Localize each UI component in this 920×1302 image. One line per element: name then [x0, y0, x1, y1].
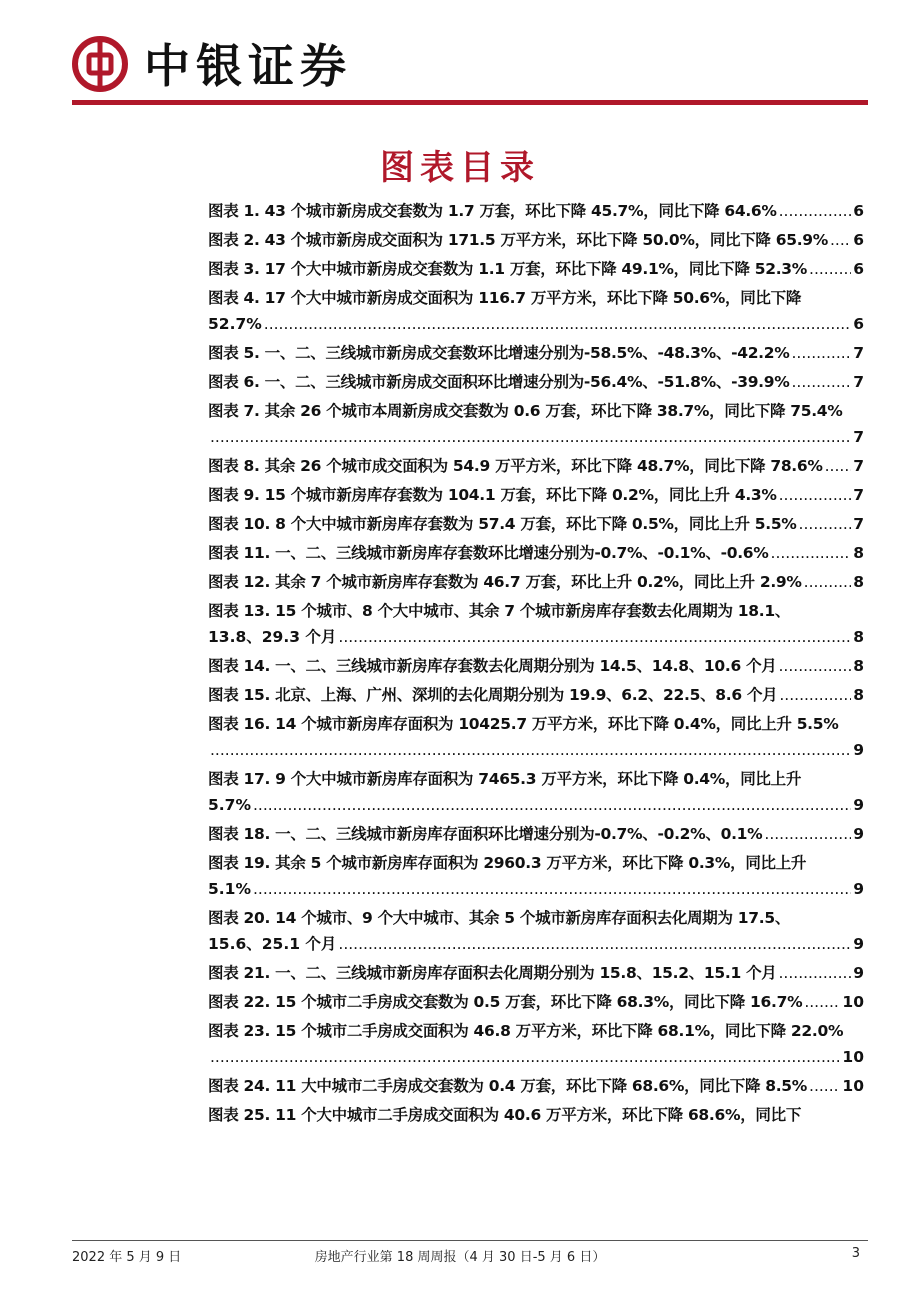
toc-entry-title: 图表 19. 其余 5 个城市新房库存面积为 2960.3 万平方米，环比下降 0.3%，同比上升 — [208, 854, 807, 872]
dot-leader — [338, 931, 851, 957]
toc-entry[interactable] — [208, 989, 864, 1015]
dot-leader — [792, 340, 852, 366]
toc-entry[interactable] — [208, 198, 864, 224]
toc-entry[interactable] — [208, 453, 864, 479]
toc-page-number: 6 — [853, 231, 864, 249]
toc-entry[interactable] — [208, 569, 864, 595]
dot-leader — [830, 227, 851, 253]
page-header — [72, 34, 872, 104]
toc-entry-title: 图表 6. 一、二、三线城市新房成交面积环比增速分别为-56.4%、-51.8%、-39.9% — [208, 373, 790, 391]
dot-leader — [779, 482, 852, 508]
dot-leader — [253, 792, 851, 818]
toc-entry-title: 图表 1. 43 个城市新房成交套数为 1.7 万套，环比下降 45.7%，同比下降 64.6% — [208, 202, 777, 220]
dot-leader — [764, 821, 851, 847]
toc-entry-title: 图表 15. 北京、上海、广州、深圳的去化周期分别为 19.9、6.2、22.5、8.6 个月 — [208, 686, 778, 704]
toc-entry-title: 图表 8. 其余 26 个城市成交面积为 54.9 万平方米，环比下降 48.7%，同比下降 78.6% — [208, 457, 823, 475]
footer-report-title: 房地产行业第 18 周周报（4 月 30 日-5 月 6 日） — [314, 1250, 606, 1265]
toc-entry-title: 图表 12. 其余 7 个城市新房库存套数为 46.7 万套，环比上升 0.2%，同比上升 2.9% — [208, 573, 802, 591]
toc-page-number: 9 — [853, 880, 864, 898]
toc-entry-title: 图表 22. 15 个城市二手房成交套数为 0.5 万套，环比下降 68.3%，同比下降 16.7% — [208, 993, 803, 1011]
toc-page-number: 7 — [853, 457, 864, 475]
dot-leader — [799, 511, 852, 537]
toc-entry[interactable] — [208, 682, 864, 708]
toc-page-number: 8 — [853, 686, 864, 704]
toc-entry[interactable] — [208, 1018, 864, 1070]
toc-page-number: 7 — [853, 344, 864, 362]
toc-entry-title: 图表 17. 9 个大中城市新房库存面积为 7465.3 万平方米，环比下降 0.4%，同比上升 — [208, 770, 802, 788]
toc-entry-title: 图表 14. 一、二、三线城市新房库存套数去化周期分别为 14.5、14.8、10.6 个月 — [208, 657, 777, 675]
toc-entry[interactable] — [208, 482, 864, 508]
toc-page-number: 7 — [853, 515, 864, 533]
dot-leader — [779, 198, 852, 224]
toc-page-number: 9 — [853, 825, 864, 843]
dot-leader — [210, 1044, 840, 1070]
toc-entry-title: 图表 2. 43 个城市新房成交面积为 171.5 万平方米，环比下降 50.0%，同比下降 65.9% — [208, 231, 828, 249]
dot-leader — [809, 256, 851, 282]
dot-leader — [778, 960, 851, 986]
toc-entry[interactable] — [208, 960, 864, 986]
toc-page-number: 10 — [842, 993, 864, 1011]
toc-entry-title: 图表 11. 一、二、三线城市新房库存套数环比增速分别为-0.7%、-0.1%、-0.6% — [208, 544, 769, 562]
toc-page-number: 8 — [853, 573, 864, 591]
toc-entry-title: 图表 21. 一、二、三线城市新房库存面积去化周期分别为 15.8、15.2、15.1 个月 — [208, 964, 777, 982]
toc-entry-title: 图表 18. 一、二、三线城市新房库存面积环比增速分别为-0.7%、-0.2%、0.1% — [208, 825, 763, 843]
footer-rule — [72, 1240, 868, 1241]
brand-name: 中银证券 — [144, 39, 352, 93]
toc-entry-title: 图表 16. 14 个城市新房库存面积为 10425.7 万平方米，环比下降 0.4%，同比上升 5.5% — [208, 715, 839, 733]
bank-of-china-logo-icon — [72, 36, 128, 92]
toc-entry[interactable] — [208, 653, 864, 679]
dot-leader — [804, 569, 852, 595]
toc-entry[interactable] — [208, 598, 864, 650]
toc-entry[interactable] — [208, 285, 864, 337]
toc-entry[interactable] — [208, 1073, 864, 1099]
toc-entry[interactable] — [208, 766, 864, 818]
toc-entry[interactable] — [208, 905, 864, 957]
toc-list — [208, 198, 864, 1131]
toc-entry[interactable] — [208, 398, 864, 450]
toc-entry-title: 图表 23. 15 个城市二手房成交面积为 46.8 万平方米，环比下降 68.1%，同比下降 22.0% — [208, 1022, 844, 1040]
dot-leader — [210, 737, 851, 763]
toc-page-number: 7 — [853, 486, 864, 504]
dot-leader — [792, 369, 852, 395]
toc-page-number: 6 — [853, 260, 864, 278]
toc-entry[interactable] — [208, 821, 864, 847]
toc-entry[interactable] — [208, 1102, 864, 1128]
toc-page-number: 6 — [853, 315, 864, 333]
toc-entry-title-cont: 13.8、29.3 个月 — [208, 628, 337, 646]
toc-entry-title-cont: 52.7% — [208, 315, 262, 333]
toc-entry-title: 图表 13. 15 个城市、8 个大中城市、其余 7 个城市新房库存套数去化周期为 18.1、 — [208, 602, 791, 620]
toc-entry[interactable] — [208, 256, 864, 282]
toc-entry-title: 图表 20. 14 个城市、9 个大中城市、其余 5 个城市新房库存面积去化周期为 17.5、 — [208, 909, 791, 927]
toc-entry-title: 图表 5. 一、二、三线城市新房成交套数环比增速分别为-58.5%、-48.3%、-42.2% — [208, 344, 790, 362]
toc-page-number: 6 — [853, 202, 864, 220]
dot-leader — [264, 311, 851, 337]
toc-page-number: 8 — [853, 544, 864, 562]
dot-leader — [825, 453, 852, 479]
toc-entry[interactable] — [208, 340, 864, 366]
toc-entry-title-cont: 5.7% — [208, 796, 251, 814]
toc-entry-title-cont: 5.1% — [208, 880, 251, 898]
toc-page-number: 9 — [853, 935, 864, 953]
dot-leader — [771, 540, 852, 566]
toc-entry-title: 图表 10. 8 个大中城市新房库存套数为 57.4 万套，环比下降 0.5%，同比上升 5.5% — [208, 515, 797, 533]
toc-page-number: 9 — [853, 741, 864, 759]
page-title: 图表目录 — [380, 148, 540, 188]
toc-page-number: 9 — [853, 796, 864, 814]
toc-entry-title: 图表 9. 15 个城市新房库存套数为 104.1 万套，环比下降 0.2%，同比上升 4.3% — [208, 486, 777, 504]
toc-entry[interactable] — [208, 511, 864, 537]
header-rule — [72, 100, 868, 105]
dot-leader — [778, 653, 851, 679]
toc-entry-title-cont: 15.6、25.1 个月 — [208, 935, 337, 953]
toc-entry[interactable] — [208, 711, 864, 763]
toc-page-number: 7 — [853, 428, 864, 446]
toc-entry-title: 图表 3. 17 个大中城市新房成交套数为 1.1 万套，环比下降 49.1%，同比下降 52.3% — [208, 260, 808, 278]
toc-entry[interactable] — [208, 369, 864, 395]
toc-page-number: 8 — [853, 657, 864, 675]
footer-page-number: 3 — [851, 1246, 860, 1261]
toc-page-number: 10 — [842, 1077, 864, 1095]
dot-leader — [809, 1073, 840, 1099]
dot-leader — [210, 424, 851, 450]
toc-page-number: 7 — [853, 373, 864, 391]
toc-entry[interactable] — [208, 227, 864, 253]
dot-leader — [804, 989, 840, 1015]
dot-leader — [253, 876, 851, 902]
footer-date: 2022 年 5 月 9 日 — [72, 1250, 182, 1265]
toc-entry-title: 图表 25. 11 个大中城市二手房成交面积为 40.6 万平方米，环比下降 68.6%，同比下 — [208, 1106, 802, 1124]
dot-leader — [338, 624, 851, 650]
toc-entry-title: 图表 7. 其余 26 个城市本周新房成交套数为 0.6 万套，环比下降 38.7%，同比下降 75.4% — [208, 402, 843, 420]
toc-page-number: 8 — [853, 628, 864, 646]
dot-leader — [779, 682, 851, 708]
toc-entry-title: 图表 4. 17 个大中城市新房成交面积为 116.7 万平方米，环比下降 50.6%，同比下降 — [208, 289, 802, 307]
toc-page-number: 9 — [853, 964, 864, 982]
toc-entry[interactable] — [208, 850, 864, 902]
toc-page-number: 10 — [842, 1048, 864, 1066]
toc-entry-title: 图表 24. 11 大中城市二手房成交套数为 0.4 万套，环比下降 68.6%，同比下降 8.5% — [208, 1077, 808, 1095]
toc-entry[interactable] — [208, 540, 864, 566]
